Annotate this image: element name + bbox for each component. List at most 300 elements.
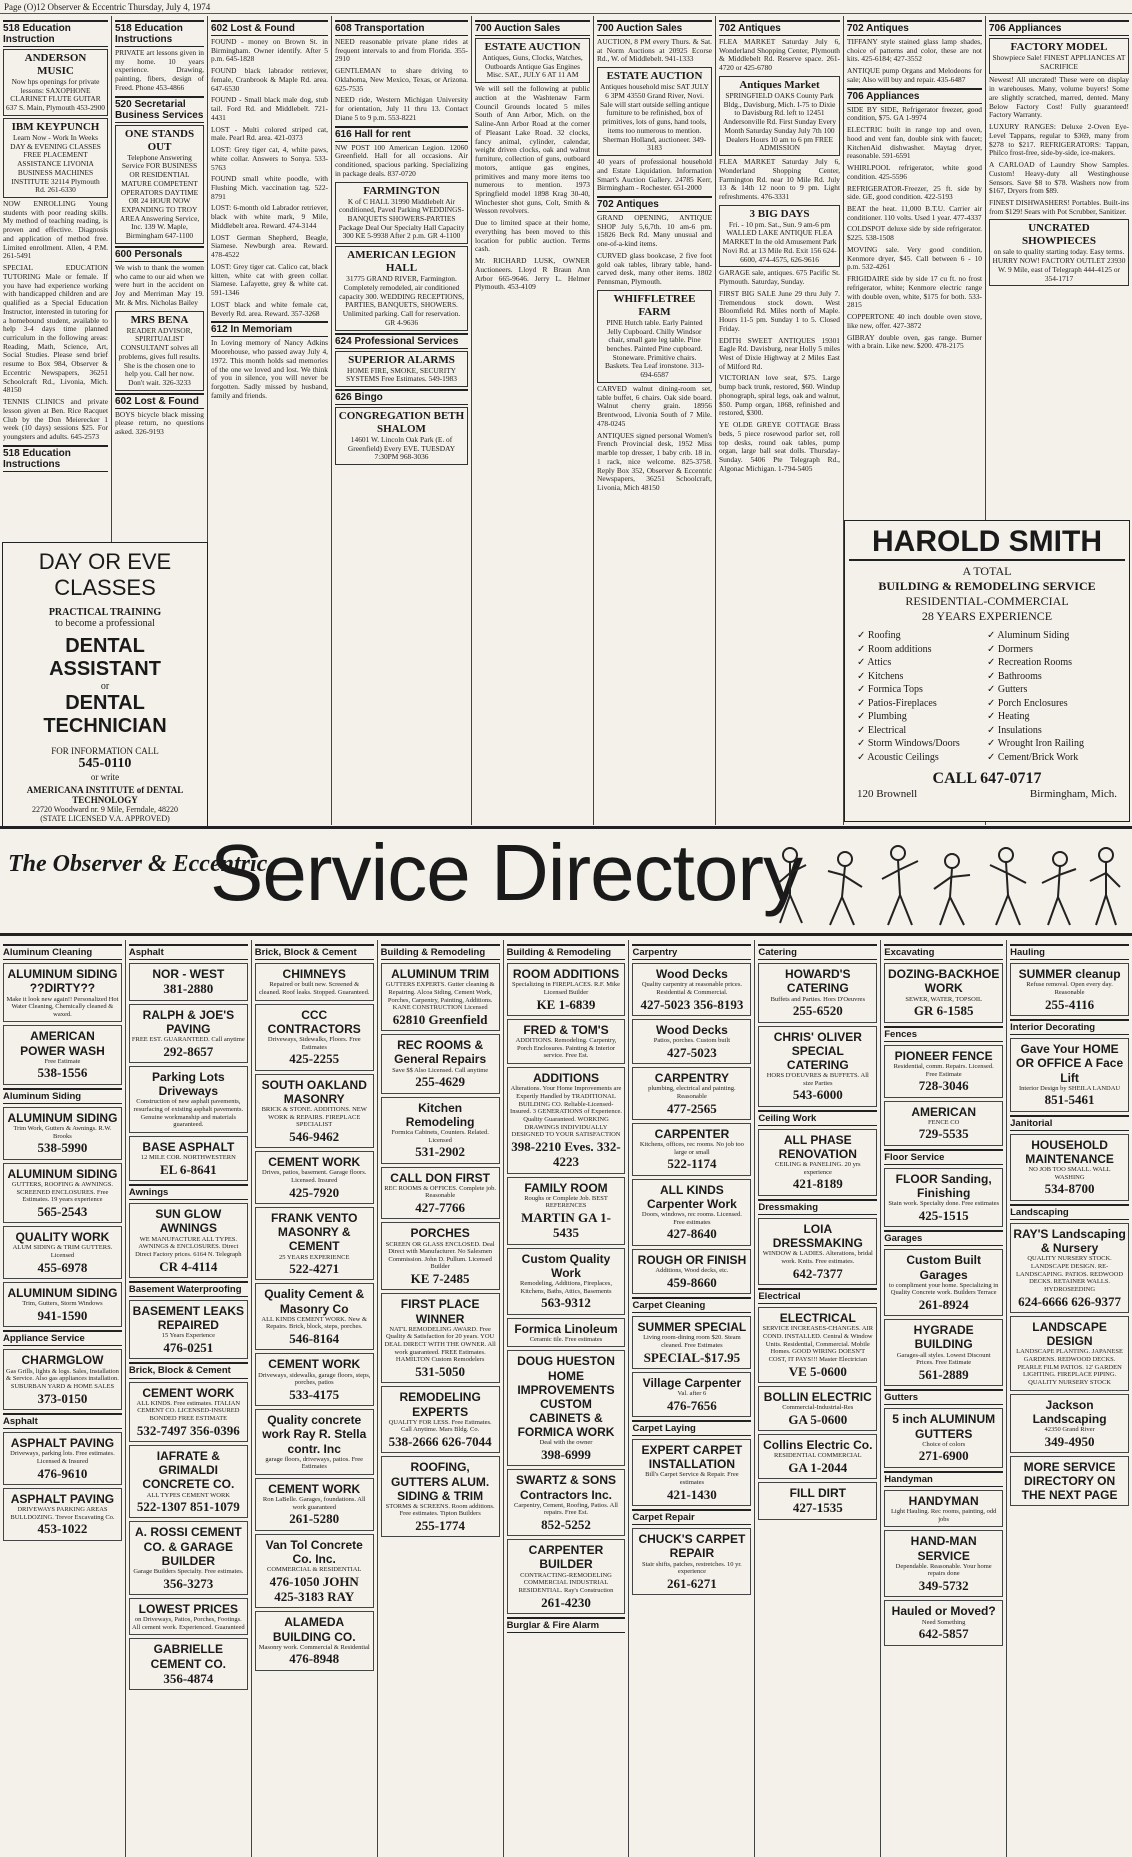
classified-listing: SPECIAL EDUCATION TUTORING Male or female. If you have had experience working with handicapped children and are qualified as a Special Education Instructor, interested in tutoring for a homebound student, available to help 3-4 days time planned curriculum in the following areas: Reading, Math, Science, Art, Social Studies. Please send brief resume to Box 984, Observer & Eccentric Newspapers, 36251 Schoolcraft Rd., Livonia, Mich. 48150 [3, 263, 108, 395]
classified-listing: EDITH SWEET ANTIQUES 19301 Eagle Rd. Davisburg, near Holly 5 miles West of Dixie Highway at 2 Miles East of Milford Rd. [719, 335, 840, 371]
ad-title: PORCHES [410, 1226, 470, 1241]
directory-ad [632, 1019, 751, 1064]
directory-ad [758, 1026, 877, 1107]
ad-body: ALUM SIDING & TRIM GUTTERS. Licensed [12, 1244, 113, 1260]
classified-listing: FOUND - money on Brown St. in Birmingham. Owner identify. After 5 p.m. 645-1828 [211, 37, 328, 64]
ad-body: Antiques, Guns, Clocks, Watches, Outboards Antique Gas Engines Misc. SAT., JULY 6 AT 11 AM [482, 52, 583, 80]
ad-title: REMODELING EXPERTS [399, 1390, 481, 1419]
ad-title: Jackson Landscaping [1032, 1397, 1107, 1426]
directory-ad [381, 1167, 500, 1220]
ad-body: Val. after 6 [677, 1389, 707, 1397]
section-heading: 608 Transportation [335, 20, 468, 36]
service-item [857, 670, 987, 684]
directory-ad [758, 1129, 877, 1196]
classified-listing: FOUND small white poodle, with Flushing Mich. vaccination tag. 522-8791 [211, 174, 328, 201]
ad-body: Driveways, sidewalks, garage floors, steps, porches, patios [258, 1371, 371, 1387]
category-heading: Interior Decorating [1010, 1019, 1129, 1035]
ad-body: Repaired or built new. Screened & cleaned. Roof leaks. Stopped. Guaranteed. [258, 981, 370, 997]
ad-phone: 455-6978 [37, 1259, 88, 1275]
classified-listing: TIFFANY style stained glass lamp shades, choice of patterns and color, these are not kits. 425-6184; 427-3552 [847, 37, 982, 64]
service-item [857, 697, 987, 711]
classified-listing: LOST: Grey tiger cat. Calico cat, black kitten, white cat with green collar. Siamese. Lafayette, grey & white cat. 591-1346 [211, 261, 328, 298]
ad-title: Wood Decks [656, 967, 728, 982]
directory-ad [3, 1107, 122, 1160]
directory-ad [129, 1136, 248, 1181]
ad-sub: 28 YEARS EXPERIENCE [921, 609, 1053, 623]
service-item [987, 724, 1117, 738]
directory-ad [381, 1386, 500, 1453]
ad-title: FIRST PLACE WINNER [400, 1297, 480, 1326]
masthead-logo: The Observer & Eccentric [8, 851, 268, 877]
ad-body: 42350 Grand River [1044, 1425, 1095, 1433]
ad-phone: 398-2210 Eves. 332-4223 [511, 1138, 621, 1170]
ad-phone: MARTIN GA 1-5435 [521, 1210, 611, 1241]
directory-ad [632, 1123, 751, 1176]
service-directory-listings [0, 940, 1132, 1857]
classified-listing: ANTIQUES signed personal Women's French Provincial desk, 1952 Miss marble top dresser, 1 baby crib. 18 in. 1 rack, nice welcome. 825-3758. Reply Box 352, Observer & Eccentric Newspapers, 36251 Schoolcraft, Livonia, Mich 48150 [597, 430, 712, 493]
classified-listing: LOST - Multi colored striped cat, male. Pearl Rd. area. 421-0373 [211, 124, 328, 143]
ad-phone: 427-1535 [792, 1500, 843, 1516]
ad-phone: 534-8700 [1044, 1181, 1095, 1197]
column-7 [716, 16, 844, 825]
checkmark-icon: ✓ [987, 657, 998, 668]
column-5 [472, 16, 594, 825]
directory-ad [1010, 963, 1129, 1016]
directory-ad [758, 1307, 877, 1383]
ad-body: ADDITIONS. Remodeling. Carpentry, Porch Enclosures. Painting & Interior service. Free Est. [515, 1037, 617, 1060]
ad-title: SUPERIOR ALARMS [348, 353, 455, 366]
ad-phone: 522-1174 [667, 1156, 717, 1172]
directory-ad [255, 1074, 374, 1149]
ad-title: FACTORY MODEL [1010, 41, 1108, 53]
classified-listing: TENNIS CLINICS and private lesson given at Ben. Rice Racquet Club by the Don Meierecker 1 week (10 days) sessions $25. For youngsters and adults. 645-2573 [3, 397, 108, 442]
directory-ad [129, 1382, 248, 1442]
service-label: Roofing [867, 630, 901, 641]
ad-phone: 255-4629 [415, 1074, 466, 1090]
ad-body: Garages-all styles. Lowest Discount Prices. Free Estimate [896, 1351, 991, 1367]
ad-body: SPRINGFIELD OAKS County Park Bldg., Davisburg, Mich. I-75 to Dixie to Davisburg Rd. left to 12451 Andersonville Rd. First Sunday Every Month Saturday Sunday July 7th 100 Dealers Hours 10 am to 6 pm FREE ADMISSION [722, 90, 837, 153]
category-heading: Carpet Laying [632, 1420, 751, 1436]
ad-phone: 356-3273 [163, 1575, 214, 1591]
ad-title: ALUMINUM SIDING [7, 1166, 118, 1181]
ad-body: Bill's Carpet Service & Repair. Free estimates [645, 1471, 739, 1487]
ad-title: Antiques Market [739, 78, 820, 91]
ad-body: READER ADVISOR, SPIRITUALIST CONSULTANT solves all problems, gives full results. She is the chosen one to help you. Call her now. Don't wait. 326-3233 [118, 325, 201, 387]
directory-ad [3, 1025, 122, 1084]
section-heading: 702 Antiques [597, 196, 712, 212]
directory-ad [1010, 1223, 1129, 1313]
directory-ad [3, 1282, 122, 1327]
category-heading: Electrical [758, 1288, 877, 1304]
ad-body: Ceramic tile. Free estimates [529, 1335, 603, 1343]
service-label: Electrical [867, 724, 907, 736]
ad-phone: 729-5535 [918, 1126, 969, 1142]
display-ad [335, 182, 468, 245]
service-item [987, 656, 1117, 670]
ad-body: Specializing in FIREPLACES. R.F. Mike Licensed Builder [512, 981, 620, 997]
ad-phone: 476-1050 JOHN 425-3183 RAY [269, 1573, 359, 1605]
ad-title: CEMENT WORK [142, 1385, 235, 1400]
ad-phone: 941-1590 [37, 1307, 88, 1323]
category-heading: Catering [758, 944, 877, 960]
directory-ad [1010, 1394, 1129, 1453]
ad-title: ELECTRICAL [779, 1311, 856, 1326]
ad-title: Quality concrete work Ray R. Stella contr. Inc [262, 1413, 367, 1456]
checkmark-icon: ✓ [857, 630, 868, 641]
ad-body: Residential, comm. Repairs. Licensed. Free Estimate [893, 1062, 994, 1078]
category-heading: Excavating [884, 944, 1003, 960]
ad-body: RESIDENTIAL COMMERCIAL [773, 1452, 862, 1460]
classified-listing: Due to limited space at their home, everything has been moved to this location for public auction. Terms cash. [475, 218, 590, 254]
ad-call: CALL 647-0717 [932, 770, 1042, 787]
ad-body: Quality carpentry at reasonable prices. Residential & Commercial. [641, 981, 742, 997]
directory-ad [507, 1539, 626, 1614]
classified-listing: GARAGE sale, antiques. 675 Pacific St. Plymouth. Saturday, Sunday. [719, 268, 840, 287]
harold-smith-ad [844, 520, 1130, 822]
ad-body: K of C HALL 31990 Middlebelt Air conditioned, Paved Parking WEDDINGS-BANQUETS SHOWERS-PARTIES Package Deal Our Specialty Hall Capacity 300 KE 5-9938 After 2 p.m. GR 4-1100 [338, 196, 465, 241]
ad-title: ADDITIONS [533, 1071, 599, 1086]
ad-title: ASPHALT PAVING [10, 1491, 115, 1506]
classified-listing: FIRST BIG SALE June 29 thru July 7. Tremendous stock down. West Bloomfield Rd. Miles north of Maple. Hours 11-5 pm. Sunday 1 to 5. Closed Friday. [719, 288, 840, 333]
directory-ad [632, 1179, 751, 1246]
section-heading: 600 Personals [115, 246, 204, 262]
display-ad [115, 311, 204, 391]
ad-body: Stair shifts, patches, restretches. 10 yr. experience [641, 1560, 742, 1576]
directory-ad [507, 963, 626, 1016]
ad-body: SERVICE INCREASES-CHANGES. AIR COND. INSTALLED. Central & Window Units. Residential, Commercial. Mobile Homes. GOOD WIRING DOESN'T COST, IT PAYS!!! Master Electrician [762, 1325, 874, 1363]
classified-listing: AUCTION, 8 PM every Thurs. & Sat. at Norm Auctions at 20925 Ecorse Rd., W. of Middlebelt. 941-1333 [597, 37, 712, 64]
ad-phone: 852-5252 [541, 1516, 591, 1532]
classified-listing: PRIVATE art lessons given in my home. 10 years experience. Drawing, painting, fibers, design of Freed. Phone 453-4866 [115, 48, 204, 92]
ad-body: CONTRACTING-REMODELING COMMERCIAL INDUSTRIAL RESIDENTIAL. Ray's Construction [518, 1571, 614, 1594]
ad-body: Light Hauling. Rec rooms, painting, odd jobs [890, 1508, 997, 1523]
service-item [987, 710, 1117, 724]
directory-ad [255, 963, 374, 1000]
ad-title: ESTATE AUCTION [484, 41, 581, 53]
display-ad [115, 125, 204, 244]
classified-listing: CURVED glass bookcase, 2 five foot gold oak tables, library table, hand-carved desk, many other items. 1802 Pennsman, Plymouth. [597, 250, 712, 287]
ad-phone: 398-6999 [541, 1447, 591, 1463]
ad-body: on sale to quality starting today. Easy terms. HURRY NOW! FACTORY OUTLET 23930 W. 9 Mile, east of Telegraph 444-4125 or 354-1717 [992, 247, 1126, 283]
ad-body: plumbing, electrical and painting. Reasonable [648, 1085, 736, 1100]
section-heading: 626 Bingo [335, 389, 468, 405]
ad-phone: 538-5990 [37, 1140, 88, 1156]
ad-title: Collins Electric Co. [763, 1438, 873, 1453]
ad-body: Showpiece Sale! FINEST APPLIANCES AT SACRIFICE [992, 52, 1126, 71]
directory-ad [255, 1207, 374, 1280]
ad-body: Trim Work, Gutters & Awnings. R.W. Brooks [13, 1125, 112, 1140]
ad-body: garage floors, driveways, patios. Free Estimates [265, 1455, 364, 1471]
classified-listing: GRAND OPENING, ANTIQUE SHOP July 5,6,7th. 10 am-6 pm. 15826 Beck Rd. Many unusual and one-of-a-kind items. [597, 212, 712, 249]
ad-body: WE MANUFACTURE ALL TYPES. AWNINGS & ENCLOSURES. Direct Direct Factory prices. 6164 N. Telegraph [135, 1235, 242, 1258]
checkmark-icon: ✓ [987, 738, 998, 749]
directory-ad [507, 1248, 626, 1315]
section-heading: 612 In Memoriam [211, 321, 328, 337]
section-heading: 602 Lost & Found [211, 20, 328, 36]
directory-ad [1010, 1316, 1129, 1391]
ad-body: Stain work. Specialty done. Free estimates [888, 1200, 999, 1208]
ad-phone: KE 7-2485 [410, 1271, 470, 1287]
ad-phone: 561-2889 [918, 1366, 969, 1382]
directory-ad [129, 963, 248, 1000]
directory-ad [255, 1283, 374, 1350]
ad-title: BASE ASPHALT [142, 1139, 235, 1154]
ad-body: SCREEN OR GLASS ENCLOSED. Deal Direct with Manufacturer. No Salesmen Commission. John D. Pullum. Licensed Builder [385, 1240, 495, 1271]
services-list-2 [987, 629, 1117, 764]
category-heading: Carpentry [632, 944, 751, 960]
directory-ad [507, 1067, 626, 1173]
service-label: Formica Tops [867, 684, 923, 695]
ad-phone: 532-7497 356-0396 [136, 1422, 240, 1438]
ad-title: Wood Decks [656, 1023, 728, 1037]
classified-listing: NEED ride, Western Michigan University for orientation, July 11 thru 13. Contact Diane 5 to 9 p.m. 553-8221 [335, 95, 468, 122]
directory-column-5 [504, 940, 630, 1857]
ad-title: DOZING-BACKHOE WORK [888, 967, 1000, 996]
ad-address: 22720 Woodward nr. 9 Mile, Ferndale, 48220 [31, 805, 179, 814]
ad-phone: 476-8948 [289, 1651, 340, 1667]
category-heading: Hauling [1010, 944, 1129, 960]
directory-column-7 [755, 940, 881, 1857]
ad-phone: 453-1022 [37, 1521, 88, 1537]
ad-title: HOUSEHOLD MAINTENANCE [1025, 1137, 1114, 1167]
classified-listing: YE OLDE GREYE COTTAGE Brass beds, 5 piece rosewood parlor set, roll top desks, round oak tables, pump organ, large ball seat dolls. Thursday-Sunday. 5406 Pte Telegraph Rd., Algonac Michigan. 1-794-5405 [719, 420, 840, 473]
classified-listing: FRIGIDAIRE side by side 17 cu ft. no frost refrigerator, white; Kenmore electric range with double oven, white, $175 for both. 533-2815 [847, 274, 982, 310]
ad-body: CEILING & PANELING. 20 yrs experience [775, 1161, 861, 1176]
ad-title: CARPENTER BUILDER [528, 1543, 604, 1572]
ad-body: Learn Now - Work In Weeks DAY & EVENING CLASSES FREE PLACEMENT ASSISTANCE LIVONIA BUSINESS MACHINES INSTITUTE 32114 Plymouth Rd. 261-6330 [10, 132, 101, 195]
category-heading: Aluminum Siding [3, 1088, 122, 1104]
ad-body: Fri. - 10 pm. Sat., Sun. 9 am-6 pm WALLED LAKE ANTIQUE FLEA MARKET In the old Amusement Park Novi Rd. at 13 Mile Rd. Exit 156 624-6600, 474-4575, 626-9616 [722, 219, 837, 264]
ad-title: Quality Cement & Masonry Co [264, 1287, 365, 1316]
dental-classes-ad [2, 542, 208, 828]
ad-body: Masonry work. Commercial & Residential [258, 1643, 370, 1651]
ad-body: Kitchens, offices, rec rooms. No job too large or small [639, 1141, 744, 1156]
ad-phone: 545-0110 [78, 756, 132, 771]
directory-ad [381, 1222, 500, 1290]
classified-listing: NOW ENROLLING Young students with poor reading skills. My method of teaching reading, is proven and effective. Diagnosis and application of method free. Limited enrollment. Allen, 4 P.M. 261-5491 [3, 198, 108, 261]
ad-title: QUALITY WORK [15, 1230, 110, 1245]
section-heading: 702 Antiques [847, 20, 982, 36]
directory-ad [255, 1478, 374, 1531]
directory-ad [632, 1067, 751, 1120]
category-heading: Floor Service [884, 1149, 1003, 1165]
ad-title: CEMENT WORK [268, 1482, 361, 1497]
classified-listing: LUXURY RANGES: Deluxe 2-Oven Eye-Level Tappans, regular to $369, many from $278 to $217. REFRIGERATORS: Tappan, Philco frost-free, side-by-side, ice-makers. [989, 122, 1129, 158]
classified-listing: LOST: Grey tiger cat, 4, white paws, white collar. Answers to Sonya. 533-5763 [211, 145, 328, 172]
directory-column-9 [1007, 940, 1132, 1857]
service-label: Dormers [997, 643, 1033, 655]
service-label: Acoustic Ceilings [867, 751, 939, 763]
ad-phone: 476-7656 [666, 1397, 717, 1413]
ad-body: Additions, Wood decks, etc. [655, 1266, 729, 1274]
ad-title: WHIFFLETREE FARM [613, 292, 696, 318]
ad-phone: 255-1774 [415, 1518, 466, 1534]
ad-phone: 624-6666 626-9377 [1018, 1293, 1122, 1309]
checkmark-icon: ✓ [987, 684, 998, 695]
ad-body: Buffets and Parties. Hors D'Oeuvres [770, 995, 865, 1003]
ad-title: ALUMINUM SIDING ??DIRTY?? [7, 967, 118, 996]
category-heading: Appliance Service [3, 1330, 122, 1346]
category-heading: Carpet Repair [632, 1509, 751, 1525]
classified-listing: BOYS bicycle black missing please return, no questions asked. 326-9193 [115, 409, 204, 437]
column-3 [208, 16, 332, 825]
directory-ad [507, 1177, 626, 1245]
directory-ad [884, 1045, 1003, 1098]
directory-ad [255, 1151, 374, 1204]
ad-body: Telephone Answering Service FOR BUSINESS OR RESIDENTIAL MATURE COMPETENT OPERATORS DAYTIME OR 24 HOUR NOW EXPANDING TO TROY AREA Answering Service, Inc. 139 W. Maple, Birmingham 647-1100 [119, 152, 200, 241]
directory-ad [381, 1034, 500, 1093]
directory-ad [255, 1004, 374, 1071]
ad-body: Formica Cabinets, Counters. Related. Licensed [391, 1128, 489, 1144]
section-heading: 624 Professional Services [335, 333, 468, 349]
ad-line: FOR INFORMATION CALL [51, 746, 159, 756]
classified-listing: REFRIGERATOR-Freezer, 25 ft. side by side. GE, good condition. 422-5193 [847, 183, 982, 202]
ad-title: Village Carpenter [642, 1375, 742, 1390]
ad-body: Trim, Gutters, Storm Windows [22, 1300, 103, 1308]
ad-body: LANDSCAPE PLANTING. JAPANESE GARDENS. REDWOOD DECKS. PEARLE FILM PATIOS. 12' GARDEN LIGHTING. FIREPLACE PIPING. QUALITY NURSERY STOCK [1016, 1348, 1123, 1386]
ad-body: QUALITY NURSERY STOCK. LANDSCAPE DESIGN. RE-LANDSCAPING. PATIOS. REDWOOD DECKS. RETAINER WALLS. HYDROSEEDING [1016, 1255, 1124, 1293]
ad-phone: 255-4116 [1045, 996, 1095, 1012]
ad-title: SUN GLOW AWNINGS [155, 1207, 222, 1236]
ad-title: HAND-MAN SERVICE [910, 1534, 977, 1563]
service-item [987, 737, 1117, 751]
classified-listing: COLDSPOT deluxe side by side refrigerator. $225. 538-1508 [847, 224, 982, 243]
checkmark-icon: ✓ [857, 657, 868, 668]
category-heading: Awnings [129, 1184, 248, 1200]
ad-title: GABRIELLE CEMENT CO. [150, 1642, 226, 1671]
ad-phone: 642-5857 [918, 1626, 969, 1642]
classified-listing: MOVING sale. Very good condition, Kenmore dryer, $45. Call between 6 - 10 p.m. 532-4261 [847, 244, 982, 272]
classified-listing: LOST black and white female cat, Beverly Rd. area. Reward. 357-3268 [211, 299, 328, 318]
ad-title: EXPERT CARPET INSTALLATION [641, 1443, 743, 1472]
service-label: Patios-Fireplaces [867, 697, 937, 709]
service-label: Aluminum Siding [997, 630, 1070, 641]
ad-title: IAFRATE & GRIMALDI CONCRETE CO. [142, 1449, 235, 1492]
classified-listing: FLEA MARKET Saturday July 6, Wonderland Shopping Center, Farmington Rd. near 10 Mile Rd. July 13 & 14th 12 noon to 9 pm. Light refreshments. 476-3331 [719, 157, 840, 201]
directory-ad [758, 1482, 877, 1519]
ad-phone: KE 1-6839 [536, 996, 596, 1012]
directory-ad [129, 1598, 248, 1635]
ad-body: Free Estimate [44, 1057, 81, 1065]
ad-title: IBM KEYPUNCH [11, 120, 100, 133]
ad-body: Living room-dining room $20. Steam cleaned. Free Estimates [643, 1334, 741, 1349]
directory-ad [381, 1293, 500, 1383]
ad-title: Gave Your HOME OR OFFICE A Face Lift [1016, 1042, 1124, 1085]
ad-phone: 543-6000 [792, 1087, 843, 1103]
ad-phone: 349-5732 [918, 1578, 969, 1594]
ad-phone: 261-8924 [918, 1296, 969, 1312]
directory-ad [632, 963, 751, 1016]
ad-body: 31775 GRAND RIVER, Farmington. Completely remodeled, air conditioned capacity 300. WEDDING RECEPTIONS, PARTIES, BANQUETS, SHOWERS. Unlimited parking. Call for reservation. GR 4-9636 [339, 274, 464, 327]
checkmark-icon: ✓ [987, 643, 998, 655]
ad-body: Make it look new again!! Personalized Hot Water Cleaning, Chemically cleaned & waxed. [6, 995, 119, 1018]
category-heading: Asphalt [129, 944, 248, 960]
ad-title: SUMMER cleanup [1018, 967, 1121, 982]
ad-body: QUALITY FOR LESS. Free Estimates. Call Anytime. Mars Bldg. Co. [388, 1418, 492, 1434]
service-label: Attics [867, 657, 892, 668]
service-label: Cement/Brick Work [997, 751, 1079, 763]
ad-title: Custom Quality Work [521, 1251, 611, 1280]
checkmark-icon: ✓ [987, 724, 998, 736]
ad-phone: 425-7920 [289, 1184, 340, 1200]
ad-phone: 565-2543 [37, 1203, 88, 1219]
ad-phone: GR 6-1585 [913, 1003, 974, 1019]
display-ad [335, 407, 468, 465]
classified-listing: GIBRAY double oven, gas range. Burner with a brain. Like new. $200. 478-2175 [847, 332, 982, 351]
service-item [857, 629, 987, 643]
ad-title: ALUMINUM SIDING [7, 1110, 118, 1125]
ad-phone: 427-7766 [415, 1200, 466, 1216]
directory-ad [255, 1534, 374, 1609]
directory-ad [129, 1203, 248, 1278]
service-label: Insulations [997, 724, 1042, 736]
ad-phone: 533-4175 [289, 1386, 340, 1402]
ad-title: SWARTZ & SONS Contractors Inc. [516, 1473, 617, 1502]
display-ad [597, 290, 712, 383]
directory-ad [255, 1611, 374, 1670]
category-heading: Ceiling Work [758, 1110, 877, 1126]
ad-phone: 271-6900 [918, 1448, 969, 1464]
ad-title: ALL KINDS Carpenter Work [646, 1182, 737, 1211]
directory-ad [381, 1456, 500, 1537]
ad-title: ROOFING, GUTTERS ALUM. SIDING & TRIM [391, 1460, 490, 1503]
service-label: Heating [997, 711, 1030, 722]
category-heading: Carpet Cleaning [632, 1297, 751, 1313]
service-item [987, 643, 1117, 657]
ad-phone: 531-2902 [415, 1144, 466, 1160]
ad-phone: 62810 Greenfield [392, 1011, 488, 1027]
category-heading: Garages [884, 1230, 1003, 1246]
directory-ad [884, 1319, 1003, 1386]
ad-phone: 421-8189 [792, 1176, 843, 1192]
ad-line: or [100, 681, 110, 692]
directory-ad [1010, 1456, 1129, 1506]
ad-title: FAMILY ROOM [524, 1180, 608, 1195]
ad-title: Kitchen Remodeling [405, 1100, 475, 1129]
display-ad [719, 205, 840, 268]
ad-body: Now hps openings for private lessons: SAXOPHONE CLARINET FLUTE GUITAR 637 S. Main, Plymouth 453-2900 [6, 76, 105, 113]
checkmark-icon: ✓ [857, 670, 868, 682]
category-heading: Gutters [884, 1389, 1003, 1405]
checkmark-icon: ✓ [857, 643, 868, 655]
ad-body: HOME FIRE, SMOKE, SECURITY SYSTEMS Free Estimates. 549-1983 [346, 365, 457, 384]
ad-body: Gas Grills, lights & logs. Sales, Installation & Service. Also gas appliances installation. SUBURBAN YARD & HOME SALES [6, 1367, 119, 1390]
display-ad [719, 76, 840, 156]
directory-ad [884, 1408, 1003, 1467]
ad-phone: 381-2880 [163, 981, 214, 997]
directory-ad [3, 1488, 122, 1541]
ad-title: ALAMEDA BUILDING CO. [272, 1615, 356, 1644]
directory-ad [632, 1249, 751, 1294]
classified-listing: LOST German Shepherd, Beagle, Siamese. Newburgh area. Reward. 478-4522 [211, 232, 328, 260]
ad-sub: BUILDING & REMODELING SERVICE [878, 579, 1096, 593]
directory-ad [884, 1530, 1003, 1597]
worker-figures-illustration [770, 835, 1125, 931]
ad-phone: 427-8640 [666, 1226, 717, 1242]
ad-title: 5 inch ALUMINUM GUTTERS [892, 1412, 996, 1441]
ad-phone: 563-9312 [541, 1295, 591, 1311]
section-heading: 706 Appliances [989, 20, 1129, 36]
directory-ad [884, 1490, 1003, 1527]
classified-listing: COPPERTONE 40 inch double oven stove, like new, offer. 427-3872 [847, 312, 982, 330]
directory-column-4 [378, 940, 504, 1857]
directory-ad [381, 1097, 500, 1164]
directory-ad [129, 1300, 248, 1359]
ad-phone: 851-5461 [1044, 1092, 1095, 1108]
directory-ad [507, 1350, 626, 1466]
ad-body: NO JOB TOO SMALL. WALL WASHING [1028, 1166, 1111, 1181]
service-item [987, 670, 1117, 684]
